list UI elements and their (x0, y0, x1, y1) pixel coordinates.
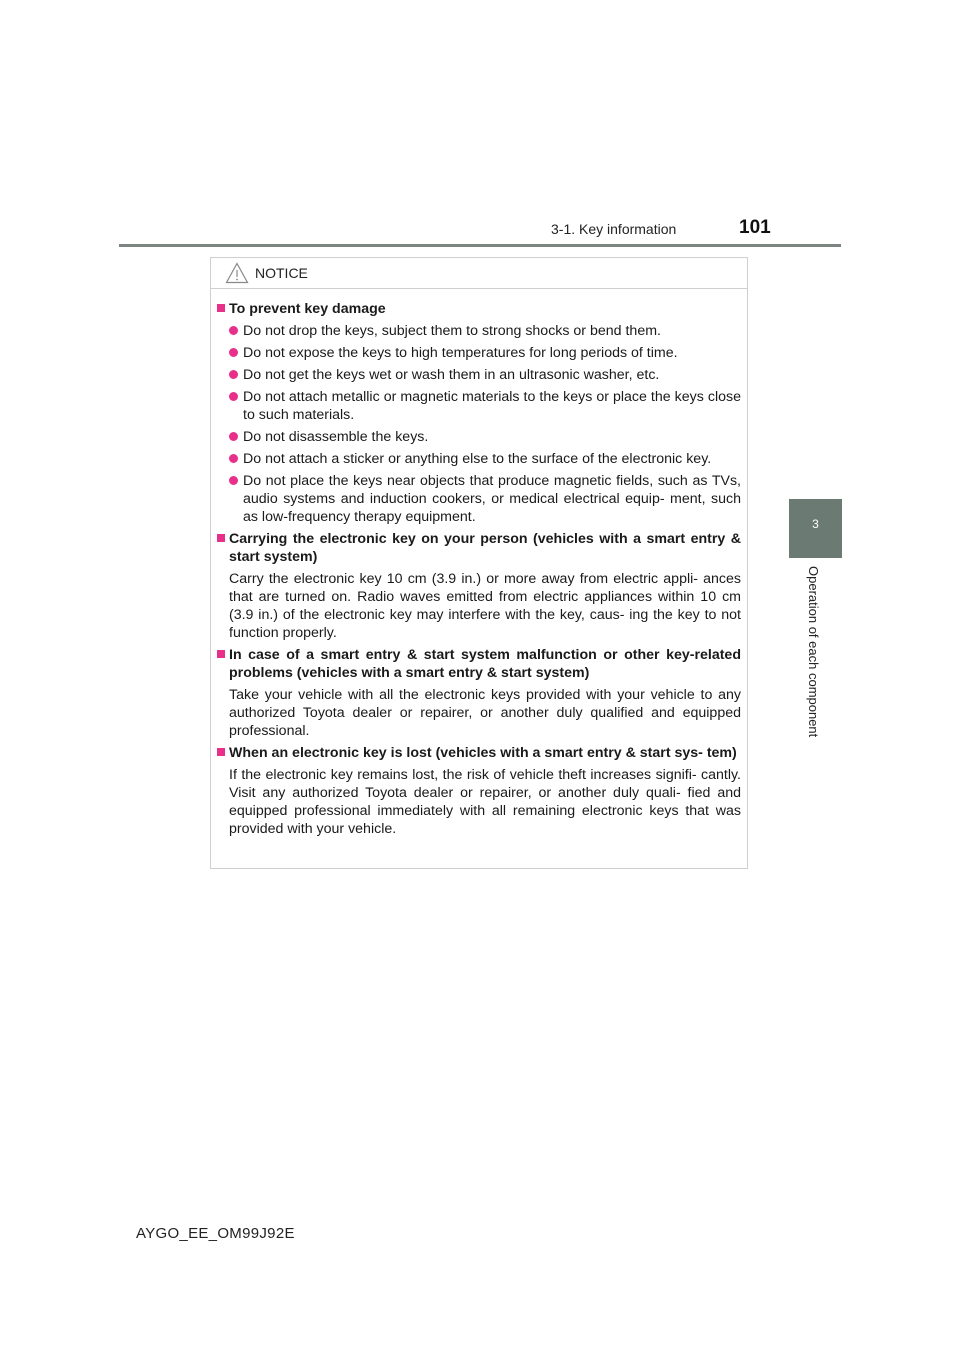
section-heading-text: When an electronic key is lost (vehicles with a smart entry & start sys- tem) (229, 745, 737, 761)
circle-bullet-icon (229, 476, 238, 485)
section-heading (217, 744, 741, 762)
list-item (217, 388, 741, 424)
square-bullet-icon (217, 534, 225, 542)
notice-body (211, 289, 747, 838)
chapter-tab (789, 499, 842, 558)
document-code: AYGO_EE_OM99J92E (136, 1225, 295, 1242)
list-item-text: Do not get the keys wet or wash them in an ultrasonic washer, etc. (243, 367, 660, 383)
circle-bullet-icon (229, 326, 238, 335)
circle-bullet-icon (229, 454, 238, 463)
square-bullet-icon (217, 650, 225, 658)
section-heading (217, 530, 741, 566)
section-heading-text: In case of a smart entry & start system malfunction or other key-related problems (vehicles with a smart entry & start system) (229, 647, 741, 681)
list-item (217, 428, 741, 446)
square-bullet-icon (217, 304, 225, 312)
notice-section (217, 744, 741, 838)
notice-section (217, 530, 741, 642)
section-paragraph: Take your vehicle with all the electronic keys provided with your vehicle to any authorized Toyota dealer or repairer, or another duly qualified and equipped professional. (229, 687, 741, 739)
list-item (217, 366, 741, 384)
notice-section (217, 300, 741, 526)
list-item (217, 450, 741, 468)
notice-title: NOTICE (255, 265, 308, 281)
circle-bullet-icon (229, 432, 238, 441)
list-item-text: Do not expose the keys to high temperatures for long periods of time. (243, 345, 678, 361)
section-paragraph: If the electronic key remains lost, the risk of vehicle theft increases signifi- cantly. Visit any authorized Toyota dealer or repairer, or another duly quali- fied and equipped professional immediately with all remaining electronic keys that was provided with your vehicle. (229, 767, 741, 837)
header-divider (119, 244, 841, 247)
list-item (217, 344, 741, 362)
chapter-number: 3 (812, 517, 819, 531)
notice-section (217, 646, 741, 740)
section-title: 3-1. Key information (551, 221, 677, 237)
list-item (217, 472, 741, 526)
section-heading-text: To prevent key damage (229, 301, 386, 317)
list-item-text: Do not attach metallic or magnetic materials to the keys or place the keys close to such materials. (243, 389, 741, 423)
page-number: 101 (739, 217, 771, 238)
circle-bullet-icon (229, 392, 238, 401)
circle-bullet-icon (229, 348, 238, 357)
warning-triangle-icon (225, 262, 249, 289)
list-item-text: Do not attach a sticker or anything else to the surface of the electronic key. (243, 451, 712, 467)
section-paragraph: Carry the electronic key 10 cm (3.9 in.) or more away from electric appli- ances that are turned on. Radio waves emitted from electric appliances within 10 cm (3.9 in.) of the electronic key may interfere with the key, caus- ing the key to not function properly. (229, 571, 741, 641)
list-item-text: Do not drop the keys, subject them to strong shocks or bend them. (243, 323, 661, 339)
chapter-label: Operation of each component (806, 566, 821, 738)
circle-bullet-icon (229, 370, 238, 379)
notice-box (210, 257, 748, 869)
section-heading (217, 646, 741, 682)
square-bullet-icon (217, 748, 225, 756)
section-heading (217, 300, 741, 318)
list-item (217, 322, 741, 340)
list-item-text: Do not place the keys near objects that produce magnetic fields, such as TVs, audio systems and induction cookers, or medical electrical equip- ment, such as low-frequency therapy equipment. (243, 473, 741, 525)
list-item-text: Do not disassemble the keys. (243, 429, 429, 445)
section-heading-text: Carrying the electronic key on your person (vehicles with a smart entry & start system) (229, 531, 741, 565)
notice-header (211, 258, 747, 289)
